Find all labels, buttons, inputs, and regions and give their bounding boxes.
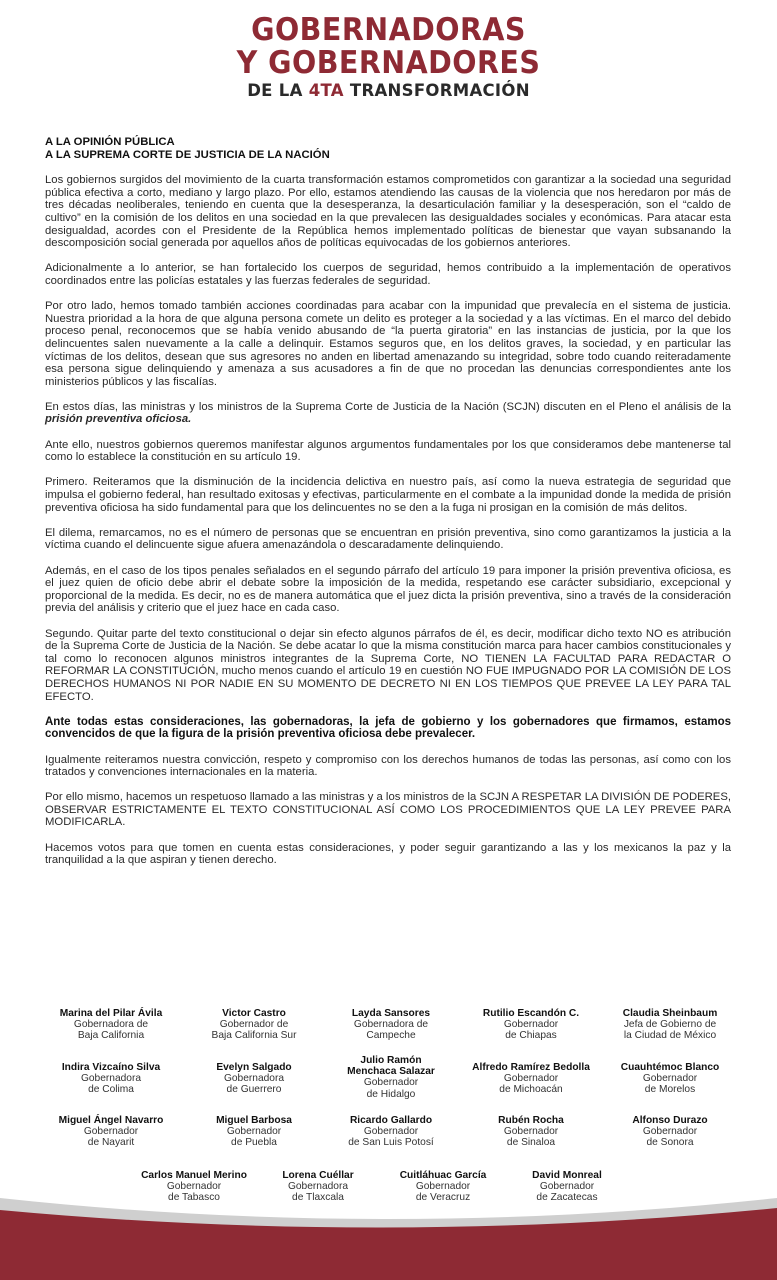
signer-place: la Ciudad de México — [623, 1030, 717, 1042]
signer-name: Rubén Rocha — [498, 1115, 564, 1126]
signatories — [0, 1004, 777, 1204]
paragraph-13: Hacemos votos para que tomen en cuenta estas consideraciones, y poder seguir garantizando a las y los mexicanos la paz y la tranquilidad a la que aspiran y tienen derecho. — [45, 841, 731, 867]
paragraph-3: Por otro lado, hemos tomado también acciones coordinadas para acabar con la impunidad que prevalecía en el sistema de justicia. Nuestra prioridad a la hora de que alguna persona comete un delito es proteger a la sociedad y a las víctimas. En el marco del debido proceso penal, reconocemos que se había venido abusando de “la puerta giratoria” en las instancias de justicia, por la que los delincuentes salen nuevamente a la calle a delinquir. Estamos seguros que, en los delitos graves, la sociedad, y en particular las víctimas de los delitos, desean que sus agresores no anden en libertad amenazando su integridad, sobre todo cuando reiteradamente esa persona sigue delinquiendo y amenaza a sus acusadores a fin de que no procedan las denuncias correspondientes ante los ministerios públicos y las fiscalías. — [45, 300, 731, 388]
signer-role: Gobernadora — [80, 1073, 142, 1085]
signer-name: Indira Vizcaíno Silva — [61, 1062, 161, 1073]
signer-role: Gobernador — [226, 1126, 282, 1138]
signer-place: de Veracruz — [415, 1192, 471, 1204]
signer-place: de Chiapas — [505, 1030, 557, 1042]
paragraph-2: Adicionalmente a lo anterior, se han fortalecido los cuerpos de seguridad, hemos contribuido a la implementación de operativos coordinados entre las policías estatales y las fuerzas federales de seguridad. — [45, 262, 731, 287]
letter-body — [45, 136, 731, 879]
signer-name: Alfonso Durazo — [632, 1115, 708, 1126]
signer-name: Miguel Ángel Navarro — [58, 1115, 164, 1126]
logo-line-3-pre: DE LA — [247, 81, 309, 100]
signer-place: Baja California Sur — [211, 1030, 297, 1042]
paragraph-6: Primero. Reiteramos que la disminución de la incidencia delictiva en nuestro país, así como la nueva estrategia de seguridad que impulsa el gobierno federal, han resultado exitosas y efectivas, particularmente en el combate a la impunidad donde la medida de prisión preventiva oficiosa ha sido fundamental para que los delincuentes no se den a la fuga ni prosigan en la comisión de más delitos. — [45, 476, 731, 514]
signer-name: Victor Castro — [222, 1008, 286, 1019]
signer-name: Ricardo Gallardo — [349, 1115, 433, 1126]
signer-role: Gobernador — [83, 1126, 139, 1138]
signer-role: Gobernadora — [287, 1181, 349, 1193]
signer-role: Gobernador — [503, 1073, 559, 1085]
signer-role: Gobernador — [415, 1181, 471, 1193]
footer-wave — [0, 1180, 777, 1280]
paragraph-4 — [45, 401, 731, 426]
signer-name: Rutilio Escandón C. — [482, 1008, 580, 1019]
signer-role: Jefa de Gobierno de — [623, 1019, 717, 1031]
signer-name: Julio Ramón — [360, 1055, 422, 1066]
signer — [590, 1062, 750, 1096]
signer — [451, 1062, 611, 1096]
signer-place: de Sonora — [646, 1137, 694, 1149]
signer-role: Gobernador — [166, 1181, 222, 1193]
logo-line-1: GOBERNADORAS — [251, 12, 526, 48]
signer-name: Lorena Cuéllar — [282, 1170, 354, 1181]
signer-role: Gobernadora de — [73, 1019, 149, 1031]
signer — [311, 1008, 471, 1042]
logo-line-3 — [247, 81, 530, 101]
signer-name: Evelyn Salgado — [216, 1062, 292, 1073]
signer — [31, 1008, 191, 1042]
signer-place: de Hidalgo — [366, 1088, 416, 1100]
signer-role: Gobernador — [363, 1077, 419, 1089]
signer — [311, 1055, 471, 1100]
signer-place: de Puebla — [231, 1137, 277, 1149]
signer — [174, 1115, 334, 1149]
logo-line-2: Y GOBERNADORES — [236, 45, 541, 81]
logo-line-3-accent: 4TA — [308, 81, 344, 100]
signer-name: Cuitláhuac García — [399, 1170, 487, 1181]
signer-name: Layda Sansores — [351, 1008, 431, 1019]
signer-name: Cuauhtémoc Blanco — [620, 1062, 720, 1073]
paragraph-9: Segundo. Quitar parte del texto constitucional o dejar sin efecto algunos párrafos de él, es decir, modificar dicho texto NO es atribución de la Suprema Corte de Justicia de la Nación. Se debe acatar lo que la misma constitución marca para hacer cambios constitucionales y tal como lo reconocen algunos ministros integrantes de la Suprema Corte, NO TIENEN LA FACULTAD PARA REDACTAR O REFORMAR LA CONSTITUCIÓN, mucho menos cuando el artículo 19 en cuestión NO FUE IMPUGNADO POR LA COMISIÓN DE LOS DERECHOS HUMANOS NI POR NADIE EN SU MOMENTO DE DECRETO NI EN LOS TIEMPOS QUE PREVEE LA LEY PARA TAL EFECTO. — [45, 627, 731, 703]
logo — [0, 14, 777, 101]
signer-place: de Colima — [88, 1084, 134, 1096]
signer-place: de Michoacán — [499, 1084, 563, 1096]
signer-name-2: Menchaca Salazar — [347, 1066, 435, 1078]
signer-place: de Sinaloa — [506, 1137, 556, 1149]
signer — [590, 1008, 750, 1042]
signer-role: Gobernadora — [223, 1073, 285, 1085]
paragraph-5: Ante ello, nuestros gobiernos queremos manifestar algunos argumentos fundamentales por los que consideramos debe mantenerse tal como lo establece la constitución en su artículo 19. — [45, 438, 731, 464]
signer — [311, 1115, 471, 1149]
signer-role: Gobernador — [539, 1181, 595, 1193]
signer-role: Gobernador — [642, 1073, 698, 1085]
paragraph-8: Además, en el caso de los tipos penales señalados en el segundo párrafo del artículo 19 para imponer la prisión preventiva oficiosa, es el juez quien de oficio debe abrir el debate sobre la imposición de la medida, respetando ese carácter subsidiario, excepcional y proporcional de la medida. Es decir, no es de manera automática que el juez dicta la prisión preventiva, sino a través de la consideración previa del análisis y criterio que el juez hace en cada caso. — [45, 564, 731, 615]
signer — [451, 1008, 611, 1042]
signer — [174, 1062, 334, 1096]
signer-name: David Monreal — [532, 1170, 602, 1181]
paragraph-1: Los gobiernos surgidos del movimiento de la cuarta transformación estamos comprometidos con garantizar a la sociedad una seguridad pública efectiva a corto, mediano y largo plazo. Por ello, estamos atendiendo las causas de la violencia que nos heredaron por más de tres décadas neoliberales, teniendo en cuenta que la desesperanza, la desarticulación familiar y la desesperación, son el “caldo de cultivo” en la comisión de los delitos en una sociedad en la que prevalecen las desigualdades sociales y económicas. Para atacar esta desigualdad, acordes con el Presidente de la República hemos implementado políticas de bienestar que vayan subsanando la descomposición social generada por aquellos años de políticas equivocadas de los gobiernos anteriores. — [45, 174, 731, 250]
signer — [174, 1008, 334, 1042]
signer-place: de Tlaxcala — [292, 1192, 344, 1204]
signer — [31, 1062, 191, 1096]
signer-role: Gobernadora de — [353, 1019, 429, 1031]
paragraph-12: Por ello mismo, hacemos un respetuoso llamado a las ministras y a los ministros de la SCJN A RESPETAR LA DIVISIÓN DE PODERES, OBSERVAR ESTRICTAMENTE EL TEXTO CONSTITUCIONAL ASÍ COMO LOS PROCEDIMIENTOS QUE LA LEY PREVEE PARA MODIFICARLA. — [45, 791, 732, 829]
signer-place: de Tabasco — [168, 1192, 220, 1204]
logo-line-3-post: TRANSFORMACIÓN — [343, 81, 530, 100]
signer-role: Gobernador — [642, 1126, 698, 1138]
signer-place: de Morelos — [644, 1084, 696, 1096]
paragraph-10-bold: Ante todas estas consideraciones, las gobernadoras, la jefa de gobierno y los gobernadores que firmamos, estamos convencidos de que la figura de la prisión preventiva oficiosa debe prevalecer. — [45, 715, 731, 741]
signer-name: Alfredo Ramírez Bedolla — [472, 1062, 590, 1073]
addressee-1: A LA OPINIÓN PÚBLICA — [45, 136, 175, 148]
signer-place: de Zacatecas — [536, 1192, 598, 1204]
paragraph-11: Igualmente reiteramos nuestra convicción, respeto y compromiso con los derechos humanos de todas las personas, así como con los tratados y convenciones internacionales en la materia. — [45, 753, 731, 779]
signer — [590, 1115, 750, 1149]
signer-role: Gobernador — [503, 1126, 559, 1138]
signer-role: Gobernador de — [219, 1019, 289, 1031]
signer-name: Claudia Sheinbaum — [622, 1008, 718, 1019]
signer — [451, 1115, 611, 1149]
signer-place: de Guerrero — [226, 1084, 282, 1096]
signer-role: Gobernador — [363, 1126, 419, 1138]
signer-place: de San Luis Potosí — [348, 1137, 434, 1149]
signer-name: Marina del Pilar Ávila — [59, 1008, 163, 1019]
signer-role: Gobernador — [503, 1019, 559, 1031]
paragraph-4-emphasis: prisión preventiva oficiosa. — [45, 413, 192, 426]
signer-place: Campeche — [366, 1030, 416, 1042]
signer-name: Carlos Manuel Merino — [141, 1170, 247, 1181]
paragraph-7: El dilema, remarcamos, no es el número de personas que se encuentran en prisión preventiva, sino como garantizamos la justicia a la víctima cuando el delincuente sigue afuera amenazándola o descaradamente delinquiendo. — [45, 526, 731, 552]
paragraph-4-text: En estos días, las ministras y los ministros de la Suprema Corte de Justicia de la Nación (SCJN) discuten en el Pleno el análisis de la — [45, 400, 731, 413]
addressee-2: A LA SUPREMA CORTE DE JUSTICIA DE LA NACIÓN — [45, 148, 330, 161]
signer-place: Baja California — [77, 1030, 145, 1042]
signer — [31, 1115, 191, 1149]
signer-name: Miguel Barbosa — [216, 1115, 292, 1126]
signer-place: de Nayarit — [87, 1137, 135, 1149]
